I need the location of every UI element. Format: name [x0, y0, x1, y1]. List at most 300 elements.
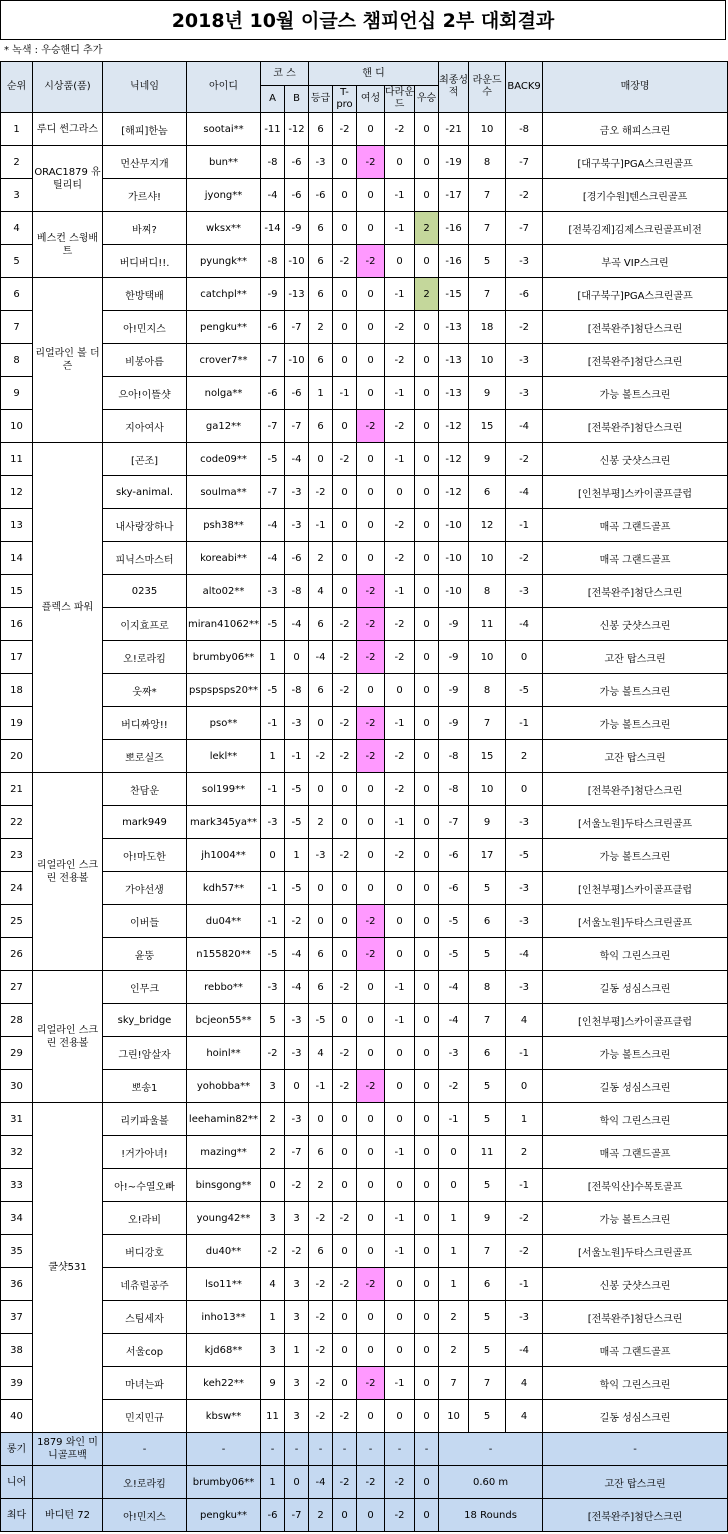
handicap-tpro-cell: -2	[333, 1070, 357, 1103]
back9-cell: -6	[506, 278, 543, 311]
footer-long-result: -	[439, 1433, 543, 1466]
user-id-cell: jyong**	[187, 179, 261, 212]
handicap-grade-cell: 2	[309, 1169, 333, 1202]
handicap-grade-cell: 6	[309, 938, 333, 971]
final-score-cell: 0	[439, 1136, 469, 1169]
handicap-tpro-cell: -2	[333, 1037, 357, 1070]
handicap-female-cell: -2	[357, 641, 385, 674]
handicap-tpro-cell: 0	[333, 212, 357, 245]
handicap-female-cell: -2	[357, 245, 385, 278]
handicap-rounds-cell: 0	[385, 1268, 415, 1301]
footer-near-rounds: -2	[385, 1466, 415, 1499]
footer-most-win: 0	[415, 1499, 439, 1532]
course-b-cell: -3	[285, 1103, 309, 1136]
table-row	[1, 641, 728, 674]
handicap-grade-cell: -4	[309, 641, 333, 674]
handicap-win-cell: 0	[415, 1400, 439, 1433]
final-score-cell: -21	[439, 113, 469, 146]
handicap-grade-cell: 2	[309, 806, 333, 839]
course-b-cell: -7	[285, 1136, 309, 1169]
handicap-tpro-cell: 0	[333, 542, 357, 575]
handicap-win-cell: 0	[415, 146, 439, 179]
store-cell: [인천부평]스카이골프클럽	[543, 872, 728, 905]
back9-cell: -2	[506, 1202, 543, 1235]
footer-long-grade: -	[309, 1433, 333, 1466]
nickname-cell: 네츄럴공주	[103, 1268, 187, 1301]
back9-cell: 0	[506, 1070, 543, 1103]
course-b-cell: -6	[285, 146, 309, 179]
rank-cell: 22	[1, 806, 33, 839]
handicap-tpro-cell: 0	[333, 278, 357, 311]
handicap-win-cell: 0	[415, 938, 439, 971]
nickname-cell: 아!민지스	[103, 311, 187, 344]
table-row	[1, 1268, 728, 1301]
handicap-female-cell: 0	[357, 872, 385, 905]
handicap-win-cell: 0	[415, 1301, 439, 1334]
nickname-cell: 스팀세자	[103, 1301, 187, 1334]
footer-long-a: -	[261, 1433, 285, 1466]
handicap-win-cell: 0	[415, 1235, 439, 1268]
handicap-grade-cell: 6	[309, 113, 333, 146]
header-handicap-tpro: T-pro	[333, 86, 357, 113]
handicap-tpro-cell: 0	[333, 1004, 357, 1037]
footer-near-female: -2	[357, 1466, 385, 1499]
store-cell: 가능 볼트스크린	[543, 1202, 728, 1235]
round-count-cell: 6	[469, 905, 506, 938]
course-b-cell: -1	[285, 740, 309, 773]
footer-row-most	[1, 1499, 728, 1532]
back9-cell: -2	[506, 311, 543, 344]
handicap-grade-cell: -1	[309, 1070, 333, 1103]
handicap-rounds-cell: -1	[385, 443, 415, 476]
header-nickname: 닉네임	[103, 62, 187, 113]
handicap-grade-cell: 0	[309, 773, 333, 806]
handicap-win-cell: 0	[415, 1136, 439, 1169]
handicap-rounds-cell: -1	[385, 1136, 415, 1169]
store-cell: [서울노원]두타스크린골프	[543, 806, 728, 839]
store-cell: 가능 볼트스크린	[543, 1037, 728, 1070]
handicap-tpro-cell: -2	[333, 1400, 357, 1433]
prize-cell: 리얼라인 스크린 전용볼	[33, 773, 103, 971]
handicap-win-cell: 0	[415, 443, 439, 476]
results-body	[1, 113, 728, 1433]
final-score-cell: -13	[439, 311, 469, 344]
round-count-cell: 7	[469, 179, 506, 212]
round-count-cell: 5	[469, 245, 506, 278]
handicap-tpro-cell: 0	[333, 905, 357, 938]
header-rounds: 라운드수	[469, 62, 506, 113]
nickname-cell: 가야선생	[103, 872, 187, 905]
user-id-cell: du04**	[187, 905, 261, 938]
round-count-cell: 15	[469, 740, 506, 773]
nickname-cell: 비봉아름	[103, 344, 187, 377]
footer-most-tpro: 0	[333, 1499, 357, 1532]
handicap-rounds-cell: -1	[385, 1235, 415, 1268]
store-cell: [전북완주]첨단스크린	[543, 575, 728, 608]
handicap-grade-cell: -1	[309, 509, 333, 542]
handicap-win-cell: 0	[415, 245, 439, 278]
store-cell: 학익 그린스크린	[543, 1103, 728, 1136]
header-handicap-female: 여성	[357, 86, 385, 113]
handicap-win-cell: 0	[415, 113, 439, 146]
course-b-cell: -4	[285, 938, 309, 971]
handicap-female-cell: -2	[357, 410, 385, 443]
results-footer	[1, 1433, 728, 1532]
course-b-cell: -9	[285, 212, 309, 245]
store-cell: 부곡 VIP스크린	[543, 245, 728, 278]
round-count-cell: 10	[469, 344, 506, 377]
course-b-cell: -3	[285, 476, 309, 509]
footer-long-win: -	[415, 1433, 439, 1466]
course-a-cell: -9	[261, 278, 285, 311]
course-b-cell: -3	[285, 707, 309, 740]
nickname-cell: !거가아녀!	[103, 1136, 187, 1169]
round-count-cell: 5	[469, 1400, 506, 1433]
handicap-tpro-cell: 0	[333, 1367, 357, 1400]
handicap-female-cell: 0	[357, 443, 385, 476]
handicap-rounds-cell: 0	[385, 905, 415, 938]
handicap-female-cell: -2	[357, 1367, 385, 1400]
handicap-win-cell: 0	[415, 773, 439, 806]
footer-long-rounds: -	[385, 1433, 415, 1466]
handicap-grade-cell: 6	[309, 971, 333, 1004]
handicap-win-cell: 0	[415, 410, 439, 443]
back9-cell: -4	[506, 476, 543, 509]
course-b-cell: 0	[285, 641, 309, 674]
back9-cell: -4	[506, 1334, 543, 1367]
handicap-win-cell: 0	[415, 1169, 439, 1202]
store-cell: 가능 볼트스크린	[543, 674, 728, 707]
store-cell: 가능 볼트스크린	[543, 377, 728, 410]
back9-cell: 2	[506, 1136, 543, 1169]
course-b-cell: -5	[285, 806, 309, 839]
footer-near-prize	[33, 1466, 103, 1499]
back9-cell: -7	[506, 212, 543, 245]
handicap-grade-cell: 0	[309, 443, 333, 476]
rank-cell: 1	[1, 113, 33, 146]
store-cell: [전북완주]첨단스크린	[543, 410, 728, 443]
round-count-cell: 7	[469, 1235, 506, 1268]
table-row	[1, 1169, 728, 1202]
back9-cell: -2	[506, 542, 543, 575]
user-id-cell: koreabi**	[187, 542, 261, 575]
handicap-win-cell: 0	[415, 542, 439, 575]
nickname-cell: 버디강호	[103, 1235, 187, 1268]
handicap-grade-cell: 4	[309, 575, 333, 608]
nickname-cell: 윤뚱	[103, 938, 187, 971]
handicap-tpro-cell: -2	[333, 245, 357, 278]
course-a-cell: -1	[261, 707, 285, 740]
store-cell: [인천부평]스카이골프클럽	[543, 1004, 728, 1037]
user-id-cell: code09**	[187, 443, 261, 476]
handicap-tpro-cell: -2	[333, 971, 357, 1004]
results-table	[0, 61, 728, 1532]
header-course-a: A	[261, 86, 285, 113]
store-cell: [경기수원]텐스크린골프	[543, 179, 728, 212]
round-count-cell: 8	[469, 971, 506, 1004]
handicap-win-cell: 0	[415, 377, 439, 410]
back9-cell: -1	[506, 1037, 543, 1070]
user-id-cell: du40**	[187, 1235, 261, 1268]
table-row	[1, 806, 728, 839]
footer-long-b: -	[285, 1433, 309, 1466]
course-a-cell: -7	[261, 476, 285, 509]
handicap-win-cell: 0	[415, 971, 439, 1004]
course-b-cell: -3	[285, 1037, 309, 1070]
final-score-cell: -10	[439, 542, 469, 575]
nickname-cell: 바찌?	[103, 212, 187, 245]
round-count-cell: 5	[469, 938, 506, 971]
user-id-cell: wksx**	[187, 212, 261, 245]
table-row	[1, 740, 728, 773]
handicap-win-cell: 0	[415, 806, 439, 839]
round-count-cell: 18	[469, 311, 506, 344]
handicap-rounds-cell: 0	[385, 1301, 415, 1334]
final-score-cell: -6	[439, 872, 469, 905]
table-row	[1, 905, 728, 938]
nickname-cell: 인무크	[103, 971, 187, 1004]
nickname-cell: 그린!암살자	[103, 1037, 187, 1070]
header-handicap-win: 우승	[415, 86, 439, 113]
course-b-cell: -3	[285, 1004, 309, 1037]
final-score-cell: -16	[439, 245, 469, 278]
final-score-cell: -17	[439, 179, 469, 212]
course-a-cell: -3	[261, 971, 285, 1004]
handicap-rounds-cell: 0	[385, 1400, 415, 1433]
back9-cell: -8	[506, 113, 543, 146]
handicap-win-cell: 0	[415, 1334, 439, 1367]
round-count-cell: 5	[469, 1334, 506, 1367]
course-a-cell: -5	[261, 608, 285, 641]
rank-cell: 27	[1, 971, 33, 1004]
user-id-cell: alto02**	[187, 575, 261, 608]
round-count-cell: 5	[469, 1070, 506, 1103]
prize-cell: 루디 썬그라스	[33, 113, 103, 146]
store-cell: 매곡 그랜드골프	[543, 1136, 728, 1169]
course-b-cell: 3	[285, 1400, 309, 1433]
handicap-grade-cell: 6	[309, 212, 333, 245]
handicap-rounds-cell: -1	[385, 1004, 415, 1037]
nickname-cell: 뽀로실즈	[103, 740, 187, 773]
handicap-female-cell: 0	[357, 509, 385, 542]
prize-cell: ORAC1879 유틸리티	[33, 146, 103, 212]
handicap-rounds-cell: 0	[385, 1103, 415, 1136]
handicap-rounds-cell: 0	[385, 146, 415, 179]
rank-cell: 28	[1, 1004, 33, 1037]
table-row	[1, 1103, 728, 1136]
back9-cell: 4	[506, 1400, 543, 1433]
footer-long-id: -	[187, 1433, 261, 1466]
handicap-rounds-cell: -1	[385, 377, 415, 410]
handicap-female-cell: 0	[357, 542, 385, 575]
rank-cell: 32	[1, 1136, 33, 1169]
back9-cell: -2	[506, 179, 543, 212]
back9-cell: -2	[506, 443, 543, 476]
table-row	[1, 872, 728, 905]
user-id-cell: bcjeon55**	[187, 1004, 261, 1037]
round-count-cell: 5	[469, 1169, 506, 1202]
nickname-cell: 마녀는파	[103, 1367, 187, 1400]
handicap-female-cell: -2	[357, 1268, 385, 1301]
round-count-cell: 8	[469, 575, 506, 608]
handicap-rounds-cell: 0	[385, 1070, 415, 1103]
final-score-cell: 1	[439, 1235, 469, 1268]
handicap-rounds-cell: 0	[385, 1169, 415, 1202]
handicap-tpro-cell: -2	[333, 1202, 357, 1235]
table-row	[1, 1367, 728, 1400]
round-count-cell: 10	[469, 641, 506, 674]
course-b-cell: -13	[285, 278, 309, 311]
handicap-grade-cell: -2	[309, 1202, 333, 1235]
course-b-cell: -4	[285, 443, 309, 476]
nickname-cell: 뽀송1	[103, 1070, 187, 1103]
handicap-rounds-cell: -2	[385, 641, 415, 674]
handicap-rounds-cell: 0	[385, 1037, 415, 1070]
footer-near-win: 0	[415, 1466, 439, 1499]
final-score-cell: -4	[439, 1004, 469, 1037]
final-score-cell: 0	[439, 1169, 469, 1202]
rank-cell: 31	[1, 1103, 33, 1136]
course-b-cell: -5	[285, 872, 309, 905]
course-a-cell: 1	[261, 641, 285, 674]
nickname-cell: 찬담운	[103, 773, 187, 806]
final-score-cell: -6	[439, 839, 469, 872]
handicap-rounds-cell: -1	[385, 179, 415, 212]
footer-long-tpro: -	[333, 1433, 357, 1466]
final-score-cell: -13	[439, 377, 469, 410]
handicap-tpro-cell: 0	[333, 575, 357, 608]
course-a-cell: -5	[261, 443, 285, 476]
handicap-grade-cell: -3	[309, 839, 333, 872]
final-score-cell: -7	[439, 806, 469, 839]
handicap-win-cell: 0	[415, 575, 439, 608]
course-b-cell: -3	[285, 509, 309, 542]
user-id-cell: pso**	[187, 707, 261, 740]
footer-row-near	[1, 1466, 728, 1499]
legend-note: * 녹색 : 우승핸디 추가	[4, 45, 103, 56]
user-id-cell: rebbo**	[187, 971, 261, 1004]
handicap-tpro-cell: 0	[333, 773, 357, 806]
back9-cell: -3	[506, 971, 543, 1004]
handicap-tpro-cell: 0	[333, 1334, 357, 1367]
rank-cell: 39	[1, 1367, 33, 1400]
handicap-grade-cell: -2	[309, 1334, 333, 1367]
user-id-cell: jh1004**	[187, 839, 261, 872]
back9-cell: 1	[506, 1103, 543, 1136]
table-row	[1, 1037, 728, 1070]
table-row	[1, 443, 728, 476]
header-handicap: 핸 디	[309, 62, 439, 86]
handicap-grade-cell: 0	[309, 1103, 333, 1136]
handicap-grade-cell: -2	[309, 1301, 333, 1334]
footer-most-id: pengku**	[187, 1499, 261, 1532]
prize-cell: 리얼라인 볼 더즌	[33, 278, 103, 443]
back9-cell: -7	[506, 146, 543, 179]
handicap-rounds-cell: -1	[385, 575, 415, 608]
course-b-cell: -6	[285, 377, 309, 410]
table-row	[1, 1070, 728, 1103]
handicap-grade-cell: 6	[309, 278, 333, 311]
course-a-cell: 3	[261, 1202, 285, 1235]
final-score-cell: 1	[439, 1268, 469, 1301]
handicap-rounds-cell: -2	[385, 113, 415, 146]
handicap-win-cell: 0	[415, 1070, 439, 1103]
store-cell: 가능 볼트스크린	[543, 839, 728, 872]
handicap-tpro-cell: 0	[333, 806, 357, 839]
final-score-cell: -9	[439, 641, 469, 674]
handicap-tpro-cell: -2	[333, 740, 357, 773]
header-handicap-rounds: 다라운드	[385, 86, 415, 113]
table-row	[1, 344, 728, 377]
course-b-cell: -12	[285, 113, 309, 146]
handicap-female-cell: -2	[357, 575, 385, 608]
handicap-grade-cell: 6	[309, 344, 333, 377]
course-a-cell: -3	[261, 575, 285, 608]
round-count-cell: 5	[469, 1103, 506, 1136]
course-a-cell: -1	[261, 773, 285, 806]
nickname-cell: 먼산무지개	[103, 146, 187, 179]
handicap-win-cell: 0	[415, 344, 439, 377]
handicap-win-cell: 0	[415, 509, 439, 542]
footer-most-female: 0	[357, 1499, 385, 1532]
course-a-cell: -14	[261, 212, 285, 245]
handicap-female-cell: -2	[357, 938, 385, 971]
store-cell: 학익 그린스크린	[543, 938, 728, 971]
user-id-cell: crover7**	[187, 344, 261, 377]
table-row	[1, 839, 728, 872]
nickname-cell: 버디짜앙!!	[103, 707, 187, 740]
handicap-win-cell: 0	[415, 1202, 439, 1235]
user-id-cell: leehamin82**	[187, 1103, 261, 1136]
rank-cell: 17	[1, 641, 33, 674]
rank-cell: 2	[1, 146, 33, 179]
handicap-grade-cell: 1	[309, 377, 333, 410]
course-b-cell: -5	[285, 773, 309, 806]
footer-most-rounds: -2	[385, 1499, 415, 1532]
user-id-cell: miran41062**	[187, 608, 261, 641]
back9-cell: -1	[506, 1268, 543, 1301]
nickname-cell: 피닉스마스터	[103, 542, 187, 575]
final-score-cell: 2	[439, 1334, 469, 1367]
handicap-win-cell: 0	[415, 311, 439, 344]
store-cell: 신봉 굿샷스크린	[543, 608, 728, 641]
course-a-cell: -4	[261, 509, 285, 542]
rank-cell: 38	[1, 1334, 33, 1367]
round-count-cell: 9	[469, 377, 506, 410]
nickname-cell: 지아여사	[103, 410, 187, 443]
store-cell: [대구북구]PGA스크린골프	[543, 146, 728, 179]
back9-cell: -3	[506, 872, 543, 905]
final-score-cell: 7	[439, 1367, 469, 1400]
nickname-cell: 아!~수열오빠	[103, 1169, 187, 1202]
table-row	[1, 1004, 728, 1037]
back9-cell: 0	[506, 641, 543, 674]
course-a-cell: -6	[261, 311, 285, 344]
course-a-cell: 3	[261, 1070, 285, 1103]
back9-cell: 4	[506, 1367, 543, 1400]
table-row	[1, 971, 728, 1004]
footer-row-long	[1, 1433, 728, 1466]
footer-near-label: 니어	[1, 1466, 33, 1499]
nickname-cell: 가르샤!	[103, 179, 187, 212]
final-score-cell: -13	[439, 344, 469, 377]
rank-cell: 25	[1, 905, 33, 938]
round-count-cell: 15	[469, 410, 506, 443]
handicap-win-cell: 0	[415, 905, 439, 938]
handicap-grade-cell: 6	[309, 674, 333, 707]
footer-long-store: -	[543, 1433, 728, 1466]
footer-most-b: -7	[285, 1499, 309, 1532]
